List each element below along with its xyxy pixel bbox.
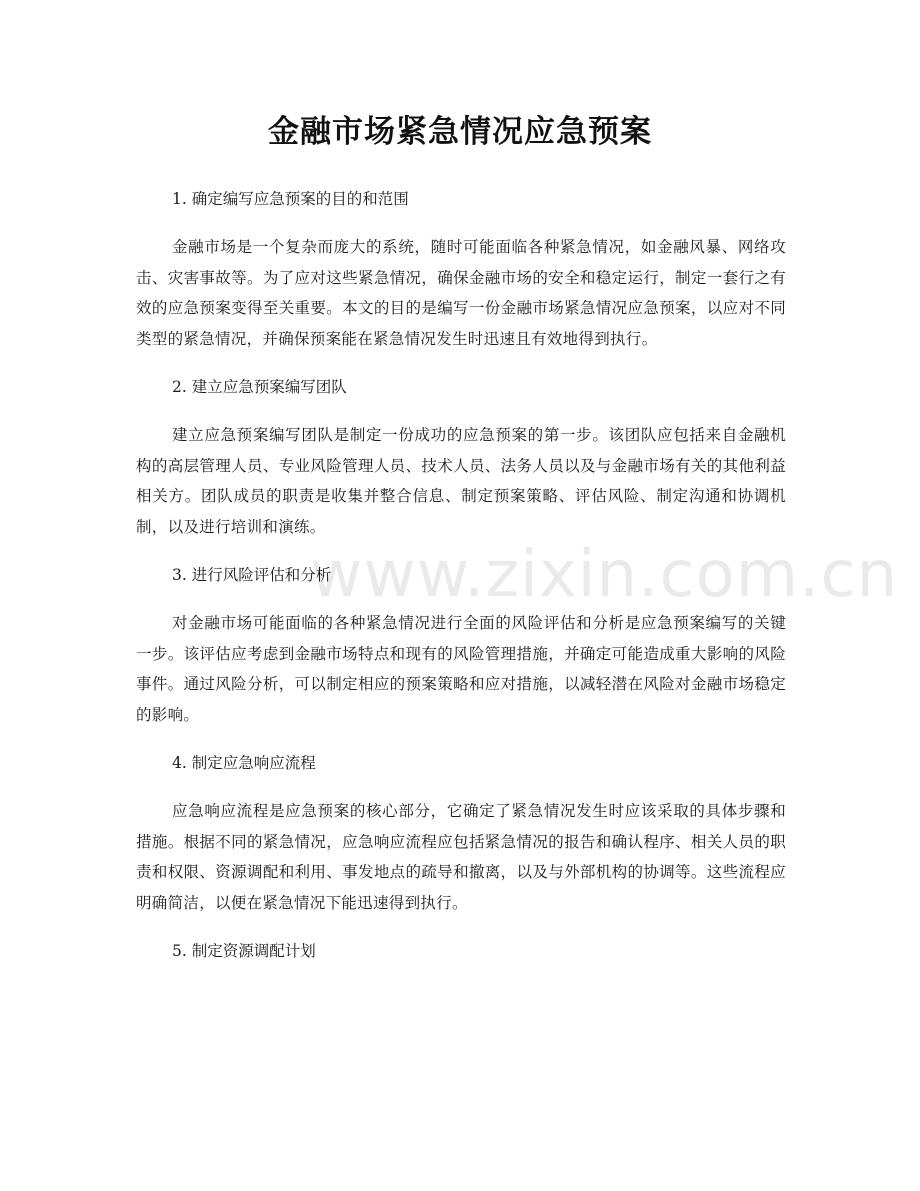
document-body — [136, 184, 786, 984]
section-body-4: 应急响应流程是应急预案的核心部分，它确定了紧急情况发生时应该采取的具体步骤和措施。根据不同的紧急情况，应急响应流程应包括紧急情况的报告和确认程序、相关人员的职责和权限、资源调配和利用、事发地点的疏导和撤离，以及与外部机构的协调等。这些流程应明确简洁，以便在紧急情况下能迅速得到执行。 — [136, 802, 786, 912]
section-body-1: 金融市场是一个复杂而庞大的系统，随时可能面临各种紧急情况，如金融风暴、网络攻击、灾害事故等。为了应对这些紧急情况，确保金融市场的安全和稳定运行，制定一套行之有效的应急预案变得至关重要。本文的目的是编写一份金融市场紧急情况应急预案，以应对不同类型的紧急情况，并确保预案能在紧急情况发生时迅速且有效地得到执行。 — [136, 238, 786, 348]
document-title: 金融市场紧急情况应急预案 — [268, 114, 652, 150]
section-heading-2: 2. 建立应急预案编写团队 — [172, 378, 347, 396]
section-heading-1: 1. 确定编写应急预案的目的和范围 — [172, 190, 409, 208]
section-body-2: 建立应急预案编写团队是制定一份成功的应急预案的第一步。该团队应包括来自金融机构的高层管理人员、专业风险管理人员、技术人员、法务人员以及与金融市场有关的其他利益相关方。团队成员的职责是收集并整合信息、制定预案策略、评估风险、制定沟通和协调机制，以及进行培训和演练。 — [136, 426, 786, 536]
section-heading-3: 3. 进行风险评估和分析 — [172, 566, 332, 584]
section-body-3: 对金融市场可能面临的各种紧急情况进行全面的风险评估和分析是应急预案编写的关键一步。该评估应考虑到金融市场特点和现有的风险管理措施，并确定可能造成重大影响的风险事件。通过风险分析，可以制定相应的预案策略和应对措施，以减轻潜在风险对金融市场稳定的影响。 — [136, 614, 786, 724]
watermark: www.zixin.com.cn — [310, 538, 899, 612]
section-heading-4: 4. 制定应急响应流程 — [172, 754, 316, 772]
section-heading-5: 5. 制定资源调配计划 — [172, 942, 316, 960]
